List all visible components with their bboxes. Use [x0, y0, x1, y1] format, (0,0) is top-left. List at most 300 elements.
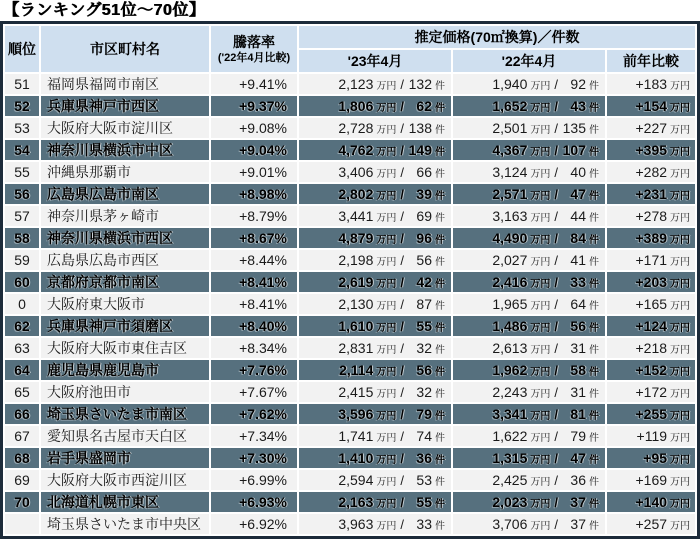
rank-cell: 69: [5, 470, 39, 490]
yoy-diff-cell: [607, 470, 695, 490]
price-2022-cell-value: 1,622: [492, 428, 528, 444]
yoy-diff-unit: 万円: [670, 191, 691, 202]
yoy-diff-unit: 万円: [670, 81, 691, 92]
header-rate-title: 騰落率: [233, 33, 275, 50]
price-2022-cell: [453, 492, 605, 512]
price-2023-cell-count-unit: 件: [435, 389, 445, 400]
rate-cell: +6.99%: [211, 470, 297, 490]
price-2022-cell-count: 92: [570, 76, 586, 92]
price-2022-cell-wrap: [453, 384, 605, 400]
rank-cell: 62: [5, 316, 39, 336]
price-2022-cell-wrap: [453, 186, 605, 202]
price-2023-cell-price-unit: 万円: [376, 477, 397, 488]
price-2022-cell: [453, 338, 605, 358]
yoy-diff-unit: 万円: [670, 367, 691, 378]
price-2023-cell-value: 2,728: [338, 120, 374, 136]
price-2022-cell-price-unit: 万円: [530, 433, 551, 444]
rank-cell: 51: [5, 74, 39, 94]
price-2022-cell-count: 36: [570, 472, 586, 488]
price-2023-cell-count-unit: 件: [435, 345, 445, 356]
price-2022-cell-value: 4,490: [492, 230, 528, 246]
price-2022-cell-wrap: [453, 494, 605, 510]
yoy-diff-cell: [607, 96, 695, 116]
yoy-diff-unit: 万円: [670, 279, 691, 290]
price-2023-cell-price-unit: 万円: [376, 433, 397, 444]
city-cell: 鹿児島県鹿児島市: [41, 360, 209, 380]
price-2022-cell-value: 2,613: [492, 340, 528, 356]
price-2022-cell-slash: /: [554, 451, 558, 466]
price-2022-cell-slash: /: [554, 121, 558, 136]
rate-cell: +7.34%: [211, 426, 297, 446]
city-cell: 広島県広島市南区: [41, 184, 209, 204]
price-2023-cell-value: 3,963: [338, 516, 374, 532]
price-2022-cell-wrap: [453, 296, 605, 312]
price-2023-cell-wrap: [299, 142, 451, 158]
rank-cell: 55: [5, 162, 39, 182]
price-2023-cell-wrap: [299, 252, 451, 268]
price-2022-cell-wrap: [453, 318, 605, 334]
price-2023-cell-count-unit: 件: [435, 301, 445, 312]
price-2023-cell-price-unit: 万円: [376, 125, 397, 136]
price-2022-cell-count-unit: 件: [589, 389, 599, 400]
city-cell: 大阪府大阪市西淀川区: [41, 470, 209, 490]
price-2022-cell: [453, 382, 605, 402]
price-2023-cell-count-unit: 件: [435, 433, 445, 444]
price-2023-cell-value: 1,741: [338, 428, 374, 444]
price-2022-cell-wrap: [453, 516, 605, 532]
price-2022-cell-count: 47: [570, 186, 586, 202]
price-2022-cell-count: 84: [570, 230, 586, 246]
yoy-diff-unit: 万円: [670, 147, 691, 158]
price-2023-cell-slash: /: [400, 99, 404, 114]
table-row: [5, 250, 695, 270]
price-2022-cell-count-unit: 件: [589, 411, 599, 422]
price-2023-cell-wrap: [299, 318, 451, 334]
price-2022-cell-slash: /: [554, 165, 558, 180]
price-2023-cell: [299, 118, 451, 138]
price-2023-cell-count: 39: [416, 186, 432, 202]
price-2022-cell: [453, 426, 605, 446]
price-2023-cell-value: 2,802: [338, 186, 374, 202]
city-cell: 兵庫県神戸市西区: [41, 96, 209, 116]
price-2023-cell-wrap: [299, 406, 451, 422]
price-2022-cell-value: 3,341: [492, 406, 528, 422]
yoy-diff-wrap: [607, 428, 695, 444]
yoy-diff-cell: [607, 250, 695, 270]
price-2022-cell-slash: /: [554, 253, 558, 268]
yoy-diff-value: +282: [635, 164, 668, 180]
price-2022-cell-wrap: [453, 340, 605, 356]
price-2022-cell-value: 1,965: [492, 296, 528, 312]
price-2022-cell: [453, 250, 605, 270]
price-2022-cell-count: 58: [570, 362, 586, 378]
rate-cell: +8.34%: [211, 338, 297, 358]
price-2023-cell-value: 3,596: [338, 406, 374, 422]
price-2023-cell-price-unit: 万円: [376, 169, 397, 180]
header-2023: '23年4月: [299, 50, 451, 72]
price-2023-cell-count: 55: [416, 494, 432, 510]
yoy-diff-value: +124: [635, 318, 668, 334]
table-row: [5, 360, 695, 380]
price-2023-cell-count: 96: [416, 230, 432, 246]
price-2023-cell-value: 2,114: [339, 362, 374, 378]
yoy-diff-unit: 万円: [670, 301, 691, 312]
price-2023-cell-wrap: [299, 186, 451, 202]
price-2023-cell-count-unit: 件: [435, 521, 445, 532]
price-2022-cell-count: 44: [570, 208, 586, 224]
price-2023-cell-wrap: [299, 296, 451, 312]
price-2023-cell-count: 69: [416, 208, 432, 224]
price-2022-cell-count-unit: 件: [589, 257, 599, 268]
yoy-diff-value: +227: [635, 120, 668, 136]
table-row: [5, 492, 695, 512]
price-2022-cell-count-unit: 件: [589, 213, 599, 224]
yoy-diff-wrap: [607, 230, 695, 246]
yoy-diff-value: +119: [636, 428, 668, 444]
price-2022-cell-slash: /: [554, 297, 558, 312]
yoy-diff-value: +231: [635, 186, 668, 202]
table-row: [5, 140, 695, 160]
yoy-diff-cell: [607, 294, 695, 314]
price-2022-cell-count-unit: 件: [589, 169, 599, 180]
price-2023-cell-price-unit: 万円: [376, 147, 397, 158]
price-2023-cell-price-unit: 万円: [376, 367, 397, 378]
price-2022-cell-wrap: [453, 472, 605, 488]
rate-cell: +7.30%: [211, 448, 297, 468]
price-2022-cell-count: 37: [570, 516, 586, 532]
price-2023-cell-slash: /: [400, 473, 404, 488]
price-2022-cell-count-unit: 件: [589, 235, 599, 246]
yoy-diff-cell: [607, 382, 695, 402]
yoy-diff-wrap: [607, 450, 695, 466]
price-2022-cell-value: 2,571: [492, 186, 528, 202]
price-2023-cell-count-unit: 件: [435, 257, 445, 268]
rank-cell: 68: [5, 448, 39, 468]
price-2022-cell-count: 56: [570, 318, 586, 334]
price-2022-cell-value: 2,027: [492, 252, 528, 268]
rate-cell: +8.98%: [211, 184, 297, 204]
price-2022-cell-count-unit: 件: [589, 499, 599, 510]
table-row: [5, 404, 695, 424]
price-2022-cell: [453, 360, 605, 380]
city-cell: 大阪府池田市: [41, 382, 209, 402]
city-cell: 神奈川県茅ヶ崎市: [41, 206, 209, 226]
price-2022-cell-slash: /: [554, 473, 558, 488]
price-2023-cell-count-unit: 件: [435, 125, 445, 136]
yoy-diff-value: +183: [635, 76, 668, 92]
city-cell: 北海道札幌市東区: [41, 492, 209, 512]
price-2022-cell-value: 4,367: [492, 142, 528, 158]
price-2023-cell-slash: /: [400, 77, 404, 92]
price-2022-cell-price-unit: 万円: [530, 169, 551, 180]
price-2023-cell-value: 2,130: [338, 296, 374, 312]
price-2023-cell-count-unit: 件: [435, 213, 445, 224]
yoy-diff-value: +172: [635, 384, 668, 400]
yoy-diff-cell: [607, 184, 695, 204]
yoy-diff-unit: 万円: [670, 257, 691, 268]
price-2022-cell-wrap: [453, 274, 605, 290]
price-2022-cell-count: 31: [570, 384, 586, 400]
price-2023-cell-wrap: [299, 274, 451, 290]
price-2023-cell-value: 1,410: [338, 450, 374, 466]
yoy-diff-wrap: [607, 252, 695, 268]
price-2023-cell-count-unit: 件: [435, 367, 445, 378]
yoy-diff-value: +257: [635, 516, 668, 532]
yoy-diff-wrap: [607, 296, 695, 312]
price-2022-cell-count: 31: [570, 340, 586, 356]
rate-cell: +7.76%: [211, 360, 297, 380]
price-2022-cell: [453, 206, 605, 226]
price-2023-cell-slash: /: [400, 275, 404, 290]
price-2022-cell-value: 2,416: [492, 274, 528, 290]
price-2023-cell: [299, 96, 451, 116]
price-2023-cell-price-unit: 万円: [376, 301, 397, 312]
price-2022-cell-count-unit: 件: [589, 345, 599, 356]
price-2022-cell-count: 40: [570, 164, 586, 180]
price-2023-cell-wrap: [299, 76, 451, 92]
header-rank: 順位: [5, 26, 39, 72]
price-2023-cell-count: 132: [408, 76, 432, 92]
price-2022-cell: [453, 272, 605, 292]
rank-cell: 70: [5, 492, 39, 512]
price-2022-cell: [453, 316, 605, 336]
price-2023-cell-wrap: [299, 208, 451, 224]
yoy-diff-unit: 万円: [670, 169, 691, 180]
table-row: [5, 228, 695, 248]
city-cell: 広島県広島市西区: [41, 250, 209, 270]
price-2022-cell-count-unit: 件: [589, 147, 599, 158]
price-2022-cell-price-unit: 万円: [530, 257, 551, 268]
yoy-diff-value: +218: [635, 340, 668, 356]
price-2023-cell-value: 2,415: [338, 384, 374, 400]
yoy-diff-value: +255: [635, 406, 668, 422]
price-2022-cell: [453, 228, 605, 248]
price-2022-cell-price-unit: 万円: [530, 477, 551, 488]
price-2022-cell-value: 3,706: [492, 516, 528, 532]
rate-cell: +8.44%: [211, 250, 297, 270]
price-2022-cell-value: 1,486: [492, 318, 528, 334]
price-2022-cell-count: 107: [562, 142, 586, 158]
price-2023-cell-slash: /: [400, 165, 404, 180]
yoy-diff-unit: 万円: [670, 521, 691, 532]
rank-cell: 54: [5, 140, 39, 160]
price-2022-cell-price-unit: 万円: [530, 411, 551, 422]
price-2022-cell-slash: /: [554, 77, 558, 92]
rate-cell: +8.79%: [211, 206, 297, 226]
yoy-diff-unit: 万円: [670, 235, 691, 246]
city-cell: 大阪府大阪市淀川区: [41, 118, 209, 138]
city-cell: 愛知県名古屋市天白区: [41, 426, 209, 446]
price-2023-cell-price-unit: 万円: [376, 499, 397, 510]
price-2022-cell-count-unit: 件: [589, 103, 599, 114]
rank-cell: 0: [5, 294, 39, 314]
table-row: [5, 294, 695, 314]
price-2022-cell: [453, 140, 605, 160]
price-2023-cell-slash: /: [400, 451, 404, 466]
price-2022-cell: [453, 118, 605, 138]
yoy-diff-value: +140: [635, 494, 668, 510]
price-2022-cell-value: 3,124: [492, 164, 528, 180]
price-2023-cell-count: 79: [416, 406, 432, 422]
yoy-diff-wrap: [607, 186, 695, 202]
price-2023-cell-price-unit: 万円: [376, 345, 397, 356]
price-2023-cell-price-unit: 万円: [376, 235, 397, 246]
price-2023-cell-wrap: [299, 230, 451, 246]
price-2023-cell-count-unit: 件: [435, 81, 445, 92]
price-2023-cell-count: 56: [416, 362, 432, 378]
city-cell: 埼玉県さいたま市南区: [41, 404, 209, 424]
price-2023-cell-slash: /: [400, 297, 404, 312]
price-2023-cell: [299, 470, 451, 490]
price-2022-cell-count-unit: 件: [589, 125, 599, 136]
price-2023-cell: [299, 360, 451, 380]
yoy-diff-cell: [607, 206, 695, 226]
price-2022-cell-price-unit: 万円: [530, 455, 551, 466]
price-2022-cell-count-unit: 件: [589, 455, 599, 466]
price-2023-cell: [299, 294, 451, 314]
price-2023-cell-count-unit: 件: [435, 235, 445, 246]
price-2023-cell-count-unit: 件: [435, 411, 445, 422]
price-2023-cell: [299, 382, 451, 402]
rank-cell: 58: [5, 228, 39, 248]
yoy-diff-unit: 万円: [670, 125, 691, 136]
price-2023-cell-wrap: [299, 120, 451, 136]
price-2023-cell-count: 87: [416, 296, 432, 312]
yoy-diff-cell: [607, 514, 695, 534]
price-2023-cell-price-unit: 万円: [376, 257, 397, 268]
price-2022-cell-count: 81: [570, 406, 586, 422]
price-2023-cell-count: 36: [416, 450, 432, 466]
price-2023-cell: [299, 250, 451, 270]
price-2022-cell-value: 1,652: [492, 98, 528, 114]
city-cell: 大阪府東大阪市: [41, 294, 209, 314]
city-cell: 京都府京都市南区: [41, 272, 209, 292]
price-2022-cell-price-unit: 万円: [530, 103, 551, 114]
yoy-diff-value: +395: [635, 142, 668, 158]
yoy-diff-cell: [607, 360, 695, 380]
price-2022-cell-price-unit: 万円: [530, 81, 551, 92]
price-2023-cell: [299, 448, 451, 468]
rate-cell: +8.67%: [211, 228, 297, 248]
price-2022-cell-slash: /: [554, 385, 558, 400]
price-2023-cell-price-unit: 万円: [376, 191, 397, 202]
price-2023-cell-price-unit: 万円: [376, 81, 397, 92]
yoy-diff-unit: 万円: [670, 389, 691, 400]
yoy-diff-wrap: [607, 142, 695, 158]
yoy-diff-wrap: [607, 164, 695, 180]
yoy-diff-wrap: [607, 494, 695, 510]
price-2023-cell: [299, 184, 451, 204]
price-2022-cell-slash: /: [554, 319, 558, 334]
city-cell: 沖縄県那覇市: [41, 162, 209, 182]
price-2022-cell-wrap: [453, 98, 605, 114]
price-2022-cell-count: 79: [570, 428, 586, 444]
price-2022-cell-count: 37: [570, 494, 586, 510]
yoy-diff-value: +278: [635, 208, 668, 224]
yoy-diff-unit: 万円: [670, 411, 691, 422]
price-2022-cell-slash: /: [554, 341, 558, 356]
price-2022-cell: [453, 470, 605, 490]
rank-cell: 66: [5, 404, 39, 424]
rank-cell: 65: [5, 382, 39, 402]
price-2023-cell-count-unit: 件: [435, 147, 445, 158]
rate-cell: +9.04%: [211, 140, 297, 160]
price-2022-cell-wrap: [453, 450, 605, 466]
price-2022-cell: [453, 184, 605, 204]
price-2022-cell-wrap: [453, 230, 605, 246]
yoy-diff-unit: 万円: [670, 213, 691, 224]
table-body: [5, 74, 695, 534]
header-yoy: 前年比較: [607, 50, 695, 72]
price-2023-cell-value: 2,198: [338, 252, 374, 268]
ranking-table: [0, 21, 700, 539]
price-2022-cell: [453, 404, 605, 424]
header-city: 市区町村名: [41, 26, 209, 72]
price-2022-cell-value: 3,163: [492, 208, 528, 224]
price-2023-cell: [299, 492, 451, 512]
rate-cell: +8.41%: [211, 294, 297, 314]
price-2022-cell-wrap: [453, 428, 605, 444]
price-2022-cell-price-unit: 万円: [530, 301, 551, 312]
price-2023-cell: [299, 162, 451, 182]
price-2022-cell-value: 1,940: [492, 76, 528, 92]
yoy-diff-value: +152: [635, 362, 668, 378]
table-row: [5, 162, 695, 182]
price-2023-cell-count: 42: [416, 274, 432, 290]
price-2022-cell-wrap: [453, 362, 605, 378]
price-2023-cell-count: 33: [416, 516, 432, 532]
price-2023-cell-count-unit: 件: [435, 323, 445, 334]
price-2022-cell-count-unit: 件: [589, 521, 599, 532]
price-2022-cell: [453, 294, 605, 314]
price-2022-cell-wrap: [453, 120, 605, 136]
price-2023-cell-count: 149: [408, 142, 432, 158]
price-2023-cell-wrap: [299, 340, 451, 356]
rate-cell: +7.62%: [211, 404, 297, 424]
city-cell: 大阪府大阪市東住吉区: [41, 338, 209, 358]
table-row: [5, 514, 695, 534]
price-2023-cell: [299, 316, 451, 336]
price-2023-cell-value: 2,123: [338, 76, 374, 92]
price-2023-cell-wrap: [299, 450, 451, 466]
yoy-diff-cell: [607, 74, 695, 94]
rate-cell: +8.40%: [211, 316, 297, 336]
yoy-diff-wrap: [607, 318, 695, 334]
price-2023-cell: [299, 74, 451, 94]
yoy-diff-unit: 万円: [670, 433, 691, 444]
price-2023-cell-price-unit: 万円: [376, 323, 397, 334]
price-2023-cell: [299, 228, 451, 248]
price-2023-cell-count-unit: 件: [435, 279, 445, 290]
price-2023-cell-price-unit: 万円: [376, 521, 397, 532]
price-2022-cell-price-unit: 万円: [530, 147, 551, 158]
page-title: 【ランキング51位〜70位】: [3, 2, 206, 19]
price-2022-cell-slash: /: [554, 187, 558, 202]
price-2023-cell: [299, 206, 451, 226]
price-2023-cell-price-unit: 万円: [376, 213, 397, 224]
price-2022-cell-value: 1,315: [492, 450, 528, 466]
header-rate: [211, 26, 297, 72]
city-cell: 神奈川県横浜市西区: [41, 228, 209, 248]
rate-cell: +8.41%: [211, 272, 297, 292]
price-2023-cell-count: 32: [416, 384, 432, 400]
header-2022: '22年4月: [453, 50, 605, 72]
rate-cell: +9.08%: [211, 118, 297, 138]
rate-cell: +6.92%: [211, 514, 297, 534]
rank-cell: 60: [5, 272, 39, 292]
rank-cell: 56: [5, 184, 39, 204]
price-2023-cell: [299, 426, 451, 446]
